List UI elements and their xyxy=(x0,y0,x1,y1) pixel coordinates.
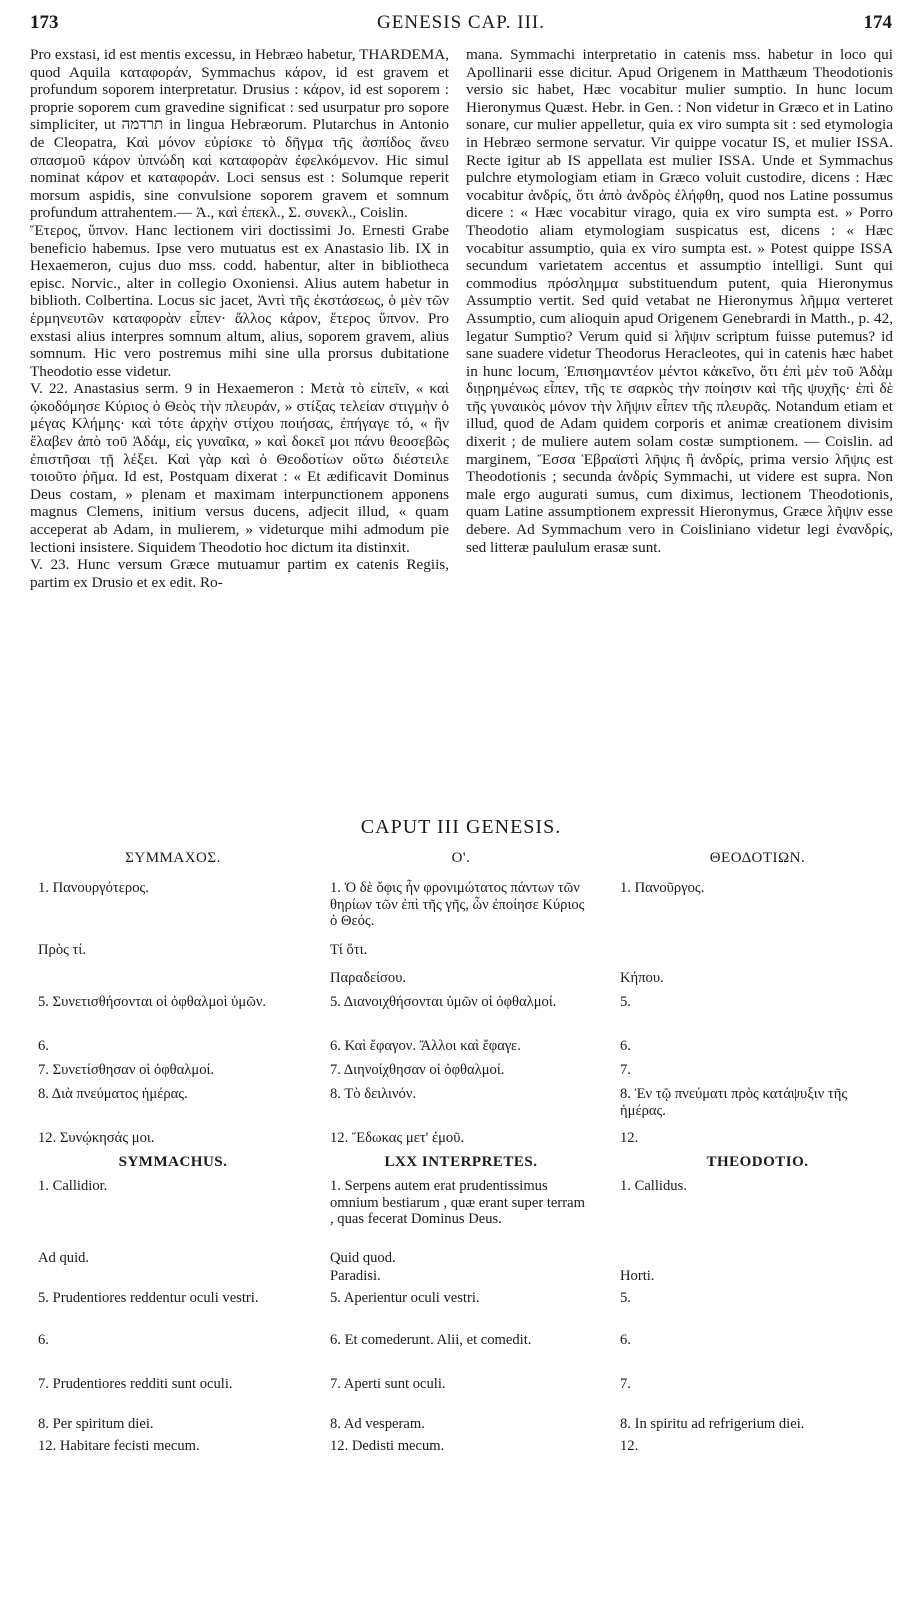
greek-symmachus-v8: 8. Διὰ πνεύματος ἡμέρας. xyxy=(38,1086,188,1102)
paragraph: Pro exstasi, id est mentis excessu, in Hebræo habetur, THARDEMA, quod Aquila καταφοράν, Symmachus κάρον, id est gravem et profundum soporem interpretatur. Drusius : κάρον, id est soporem : proprie soporem cum gravedine significat : sed usurpatur pro sopore simpliciter, ut תרדמה in lingua Hebræorum. Plutarchus in Antonio de Cleopatra, Καὶ μόνον εὐρίσκε τὸ δῆγμα τῆς ἀσπίδος ἄνευ σπασμοῦ κάρον ὑπνώδη καὶ καταφορὰν ἐφελκόμενον. Hic simul nominat κάρον et καταφοράν. Loci sensus est : Solumque reperit morsum aspidis, sine convulsione soporem gravem et somnum profundum attrahentem.— Ἀ., καὶ ἐπεκλ., Σ. συνεκλ., Coislin. xyxy=(30,46,449,222)
latin-lxx-v12: 12. Dedisti mecum. xyxy=(330,1438,445,1454)
greek-lxx-v8: 8. Τὸ δειλινόν. xyxy=(330,1086,417,1102)
latin-lxx-v5: 5. Aperientur oculi vestri. xyxy=(330,1290,480,1306)
greek-symmachus-v5: 5. Συνετισθήσονται οἱ ὀφθαλμοὶ ὑμῶν. xyxy=(38,994,267,1010)
greek-lxx-quid: Τί ὅτι. xyxy=(330,942,368,958)
greek-lxx-v5: 5. Διανοιχθήσονται ὑμῶν οἱ ὀφθαλμοί. xyxy=(330,994,557,1010)
latin-lxx-v1: 1. Serpens autem erat prudentissimus omnium bestiarum , quæ erant super terram , quas fecerat Dominus Deus. xyxy=(330,1178,585,1227)
running-title: GENESIS CAP. III. xyxy=(377,12,545,33)
latin-symmachus-v7: 7. Prudentiores redditi sunt oculi. xyxy=(38,1376,233,1392)
latin-theodotion-v5: 5. xyxy=(620,1290,631,1306)
latin-header-symmachus: SYMMACHUS. xyxy=(118,1154,228,1170)
greek-theodotion-v5: 5. xyxy=(620,994,631,1010)
paragraph: mana. Symmachi interpretatio in catenis mss. habetur in loco qui Apollinarii esse dicitur. Apud Origenem in Matthæum Theodotionis versio sic habet, Hæc vocabitur mulier sumptio. In hunc locum Hieronymus Quæst. Hebr. in Gen. : Non videtur in Græco et in Latino sonare, cur mulier appelletur, quia ex viro sumpta sit : sed etymologia in Hebræo sermone servatur. Vir quippe vocatur IS, et mulier ISSA. Recte igitur ab IS appellata est mulier ISSA. Unde et Symmachus pulchre etymologiam etiam in Græco voluit custodire, dicens : Hæc vocabitur ἀνδρίς, ὅτι ἀπὸ ἀνδρὸς ἐλήφθη, quod nos Latine possumus dicere : « Hæc vocabitur virago, quia ex viro sumpta est. » Porro Theodotio aliam etymologiam suspicatus est, dicens : « Hæc vocabitur assumptio, quia ex viro sumpta est. » Potest quippe ISSA secundum varietatem accentus et assumptio intelligi. Sunt qui commodius πρόσλημμα substituendum putent, quia Hieronymus Assumptio vertit. Sed quid vetabat ne Hieronymus λῆμμα verteret Assumptio, cum alioquin apud Origenem Genebrardi in Matth., p. 42, legatur Sumptio? Verum quid si λῆψιν scriptum fuisse putemus? id sane suadere videtur Theodorus Heracleotes, qui in catenis hæc habet in hunc locum, Ἐπισημαντέον μέντοι κἀκεῖνο, ὅτι ἐπὶ μὲν τοῦ Ἀδὰμ διῃρημένως εἶπεν, τῆς τε σαρκὸς τὴν ποίησιν καὶ τῆς ψυχῆς· ἐπὶ δὲ τῆς γυναικὸς μόνον τὴν λῆψιν εἶπεν τῆς πλευρᾶς. Notandum etiam et illud, quod de Adam quidem corporis et animæ creationem divisim dixerit ; de muliere autem solam costæ sumptionem. — Coislin. ad marginem, Ἔσσα Ἑβραϊστὶ λῆψις ἢ ἀνδρίς, prima versio λῆψις est Theodotionis ; secunda ἀνδρίς Symmachi, ut videre est supra. Non male ergo augurati sumus, cum diximus, lectionem Theodotionis, quam Latine assumptionem expressit Hieronymus, Græce λῆψιν esse debere. Ad Symmachum vero in Coisliniano videtur legi ἐνανδρίς, sed litteræ paululum erasæ sunt. xyxy=(466,46,893,556)
section-title: CAPUT III GENESIS. xyxy=(360,816,562,838)
greek-symmachus-v6: 6. xyxy=(38,1038,49,1054)
paragraph: V. 23. Hunc versum Græce mutuamur partim ex catenis Regiis, partim ex Drusio et ex edit. Ro- xyxy=(30,556,449,591)
greek-theodotion-v8: 8. Ἐν τῷ πνεύματι πρὸς κατάψυξιν τῆς ἡμέρας. xyxy=(620,1086,848,1119)
greek-lxx-v6: 6. Καὶ ἔφαγον. Ἄλλοι καὶ ἔφαγε. xyxy=(330,1038,521,1054)
right-column xyxy=(466,46,893,556)
greek-symmachus-v12: 12. Συνῴκησάς μοι. xyxy=(38,1130,155,1146)
page-number-right: 174 xyxy=(863,12,892,33)
latin-theodotion-v12: 12. xyxy=(620,1438,639,1454)
latin-symmachus-v8: 8. Per spiritum diei. xyxy=(38,1416,154,1432)
latin-theodotion-v8: 8. In spiritu ad refrigerium diei. xyxy=(620,1416,805,1432)
latin-symmachus-v5: 5. Prudentiores reddentur oculi vestri. xyxy=(38,1290,259,1306)
greek-symmachus-v1: 1. Πανουργότερος. xyxy=(38,880,149,896)
latin-header-theodotion: THEODOTIO. xyxy=(706,1154,809,1170)
latin-symmachus-quid: Ad quid. xyxy=(38,1250,90,1266)
latin-lxx-v8: 8. Ad vesperam. xyxy=(330,1416,425,1432)
latin-symmachus-v6: 6. xyxy=(38,1332,49,1348)
greek-lxx-v12: 12. Ἔδωκας μετ' ἐμοῦ. xyxy=(330,1130,465,1146)
latin-theodotion-v7: 7. xyxy=(620,1376,631,1392)
greek-header-theodotion: ΘΕΟΔΟΤΙΩΝ. xyxy=(709,850,806,866)
greek-lxx-v1: 1. Ὁ δὲ ὄφις ἦν φρονιμώτατος πάντων τῶν θηρίων τῶν ἐπὶ τῆς γῆς, ὧν ἐποίησε Κύριος ὁ Θεός. xyxy=(330,880,585,929)
greek-header-lxx: Ο'. xyxy=(451,850,471,866)
latin-lxx-v6: 6. Et comederunt. Alii, et comedit. xyxy=(330,1332,532,1348)
greek-theodotion-v7: 7. xyxy=(620,1062,631,1078)
latin-lxx-paradise: Paradisi. xyxy=(330,1268,381,1284)
greek-symmachus-quid: Πρὸς τί. xyxy=(38,942,86,958)
left-column xyxy=(30,46,449,591)
greek-lxx-paradise: Παραδείσου. xyxy=(330,970,407,986)
greek-theodotion-v1: 1. Πανοῦργος. xyxy=(620,880,705,896)
latin-header-lxx: LXX INTERPRETES. xyxy=(384,1154,538,1170)
page-header xyxy=(30,4,892,34)
latin-theodotion-v6: 6. xyxy=(620,1332,631,1348)
latin-theodotion-v1: 1. Callidus. xyxy=(620,1178,687,1194)
latin-symmachus-v12: 12. Habitare fecisti mecum. xyxy=(38,1438,200,1454)
greek-lxx-v7: 7. Διηνοίχθησαν οἱ ὀφθαλμοί. xyxy=(330,1062,505,1078)
paragraph: Ἕτερος, ὕπνον. Hanc lectionem viri doctissimi Jo. Ernesti Grabe beneficio habemus. Ipse vero mutuatus est ex Anastasio lib. IX in Hexaemeron, cujus duo mss. codd. habentur, alter in bibliotheca episc. Norvic., alter in collegio Oxoniensi. Alius autem habetur in biblioth. Colbertina. Locus sic jacet, Ἀντὶ τῆς ἐκστάσεως, ὁ μὲν τῶν ἑρμηνευτῶν καταφορὰν εἶπεν· ἄλλος κάρον, ἕτερος ὕπνον. Pro exstasi alius interpres somnum altum, alius, soporem gravem, alius somnum. Hic vero postremus mihi sine ulla prorsus dubitatione Theodotio esse videtur. xyxy=(30,221,449,380)
greek-theodotion-v6: 6. xyxy=(620,1038,631,1054)
latin-theodotion-paradise: Horti. xyxy=(620,1268,655,1284)
greek-symmachus-v7: 7. Συνετίσθησαν οἱ ὀφθαλμοί. xyxy=(38,1062,215,1078)
paragraph: V. 22. Anastasius serm. 9 in Hexaemeron : Μετὰ τὸ εἰπεῖν, « καὶ ᾠκοδόμησε Κύριος ὁ Θεὸς τὴν πλευράν, » στίξας τελείαν στιγμὴν ὁ μέγας Κλήμης· καὶ τότε ἀρχὴν στίχου ποιήσας, ἐπήγαγε τό, « ἣν ἔλαβεν ἀπὸ τοῦ Ἀδάμ, εἰς γυναῖκα, » καὶ δοκεῖ μοι πάνυ θεοσεβῶς ἐπιστῆσαι τῇ λέξει. Καὶ γὰρ καὶ ὁ Θεοδοτίων οὕτω διέστειλε τοιοῦτο ῥῆμα. Id est, Postquam dixerat : « Et ædificavit Dominus Deus costam, » plenam et maximam interpunctionem apponens magnus Clemens, initium versus ducens, adjecit illud, « quam acceperat ab Adam, in mulierem, » videturque mihi admodum pie lectioni insistere. Siquidem Theodotio hoc dictum ita distinxit. xyxy=(30,380,449,556)
greek-theodotion-paradise: Κήπου. xyxy=(620,970,664,986)
page-number-left: 173 xyxy=(30,12,59,33)
latin-lxx-quid: Quid quod. xyxy=(330,1250,396,1266)
latin-symmachus-v1: 1. Callidior. xyxy=(38,1178,108,1194)
greek-theodotion-v12: 12. xyxy=(620,1130,639,1146)
greek-header-symmachus: ΣΥΜΜΑΧΟΣ. xyxy=(125,850,221,866)
latin-lxx-v7: 7. Aperti sunt oculi. xyxy=(330,1376,446,1392)
